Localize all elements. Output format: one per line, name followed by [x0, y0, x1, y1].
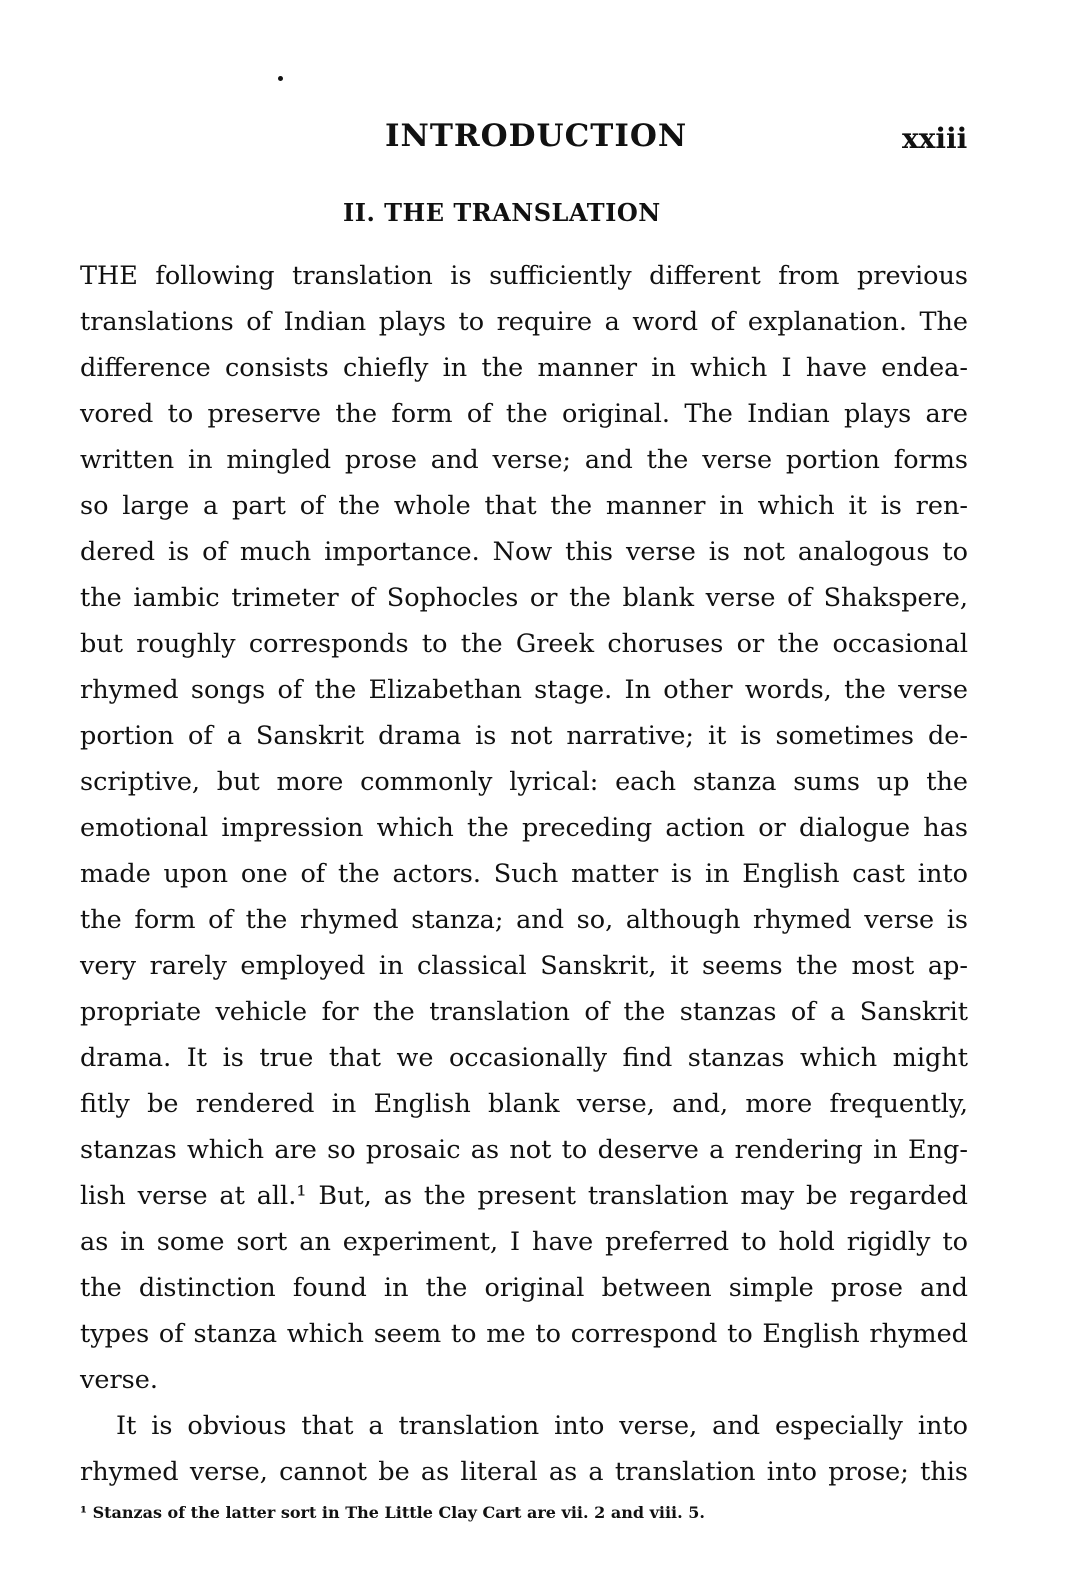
page-number: xxiii	[902, 122, 968, 155]
text-line: It is obvious that a translation into verse, and especially into	[116, 1411, 968, 1441]
text-line: stanzas which are so prosaic as not to deserve a rendering in Eng-	[80, 1135, 968, 1165]
text-line: drama. It is true that we occasionally find stanzas which might	[80, 1043, 968, 1073]
text-line: difference consists chiefly in the manner in which I have endea-	[80, 353, 968, 383]
text-line: emotional impression which the preceding action or dialogue has	[80, 813, 968, 843]
footnote: ¹ Stanzas of the latter sort in The Little Clay Cart are vii. 2 and viii. 5.	[80, 1503, 705, 1522]
text-line: THE following translation is sufficiently different from previous	[80, 261, 968, 291]
print-speck	[278, 76, 283, 81]
text-line: fitly be rendered in English blank verse, and, more frequently,	[80, 1089, 968, 1119]
text-line: written in mingled prose and verse; and the verse portion forms	[80, 445, 968, 475]
text-line: as in some sort an experiment, I have preferred to hold rigidly to	[80, 1227, 968, 1257]
text-line: verse.	[80, 1365, 158, 1395]
text-line: scriptive, but more commonly lyrical: each stanza sums up the	[80, 767, 968, 797]
text-line: propriate vehicle for the translation of the stanzas of a Sanskrit	[80, 997, 968, 1027]
text-line: made upon one of the actors. Such matter is in English cast into	[80, 859, 968, 889]
text-line: but roughly corresponds to the Greek choruses or the occasional	[80, 629, 968, 659]
text-line: lish verse at all.¹ But, as the present translation may be regarded	[80, 1181, 968, 1211]
text-line: rhymed verse, cannot be as literal as a translation into prose; this	[80, 1457, 968, 1487]
text-line: the form of the rhymed stanza; and so, although rhymed verse is	[80, 905, 968, 935]
text-line: the distinction found in the original between simple prose and	[80, 1273, 968, 1303]
text-line: portion of a Sanskrit drama is not narrative; it is sometimes de-	[80, 721, 968, 751]
text-line: vored to preserve the form of the original. The Indian plays are	[80, 399, 968, 429]
text-line: dered is of much importance. Now this verse is not analogous to	[80, 537, 968, 567]
text-line: types of stanza which seem to me to correspond to English rhymed	[80, 1319, 968, 1349]
text-line: very rarely employed in classical Sanskrit, it seems the most ap-	[80, 951, 968, 981]
section-title: II. THE TRANSLATION	[343, 198, 661, 227]
text-line: rhymed songs of the Elizabethan stage. In other words, the verse	[80, 675, 968, 705]
text-line: translations of Indian plays to require a word of explanation. The	[80, 307, 968, 337]
running-head: INTRODUCTION	[385, 118, 688, 154]
text-line: the iambic trimeter of Sophocles or the blank verse of Shakspere,	[80, 583, 968, 613]
text-line: so large a part of the whole that the manner in which it is ren-	[80, 491, 968, 521]
